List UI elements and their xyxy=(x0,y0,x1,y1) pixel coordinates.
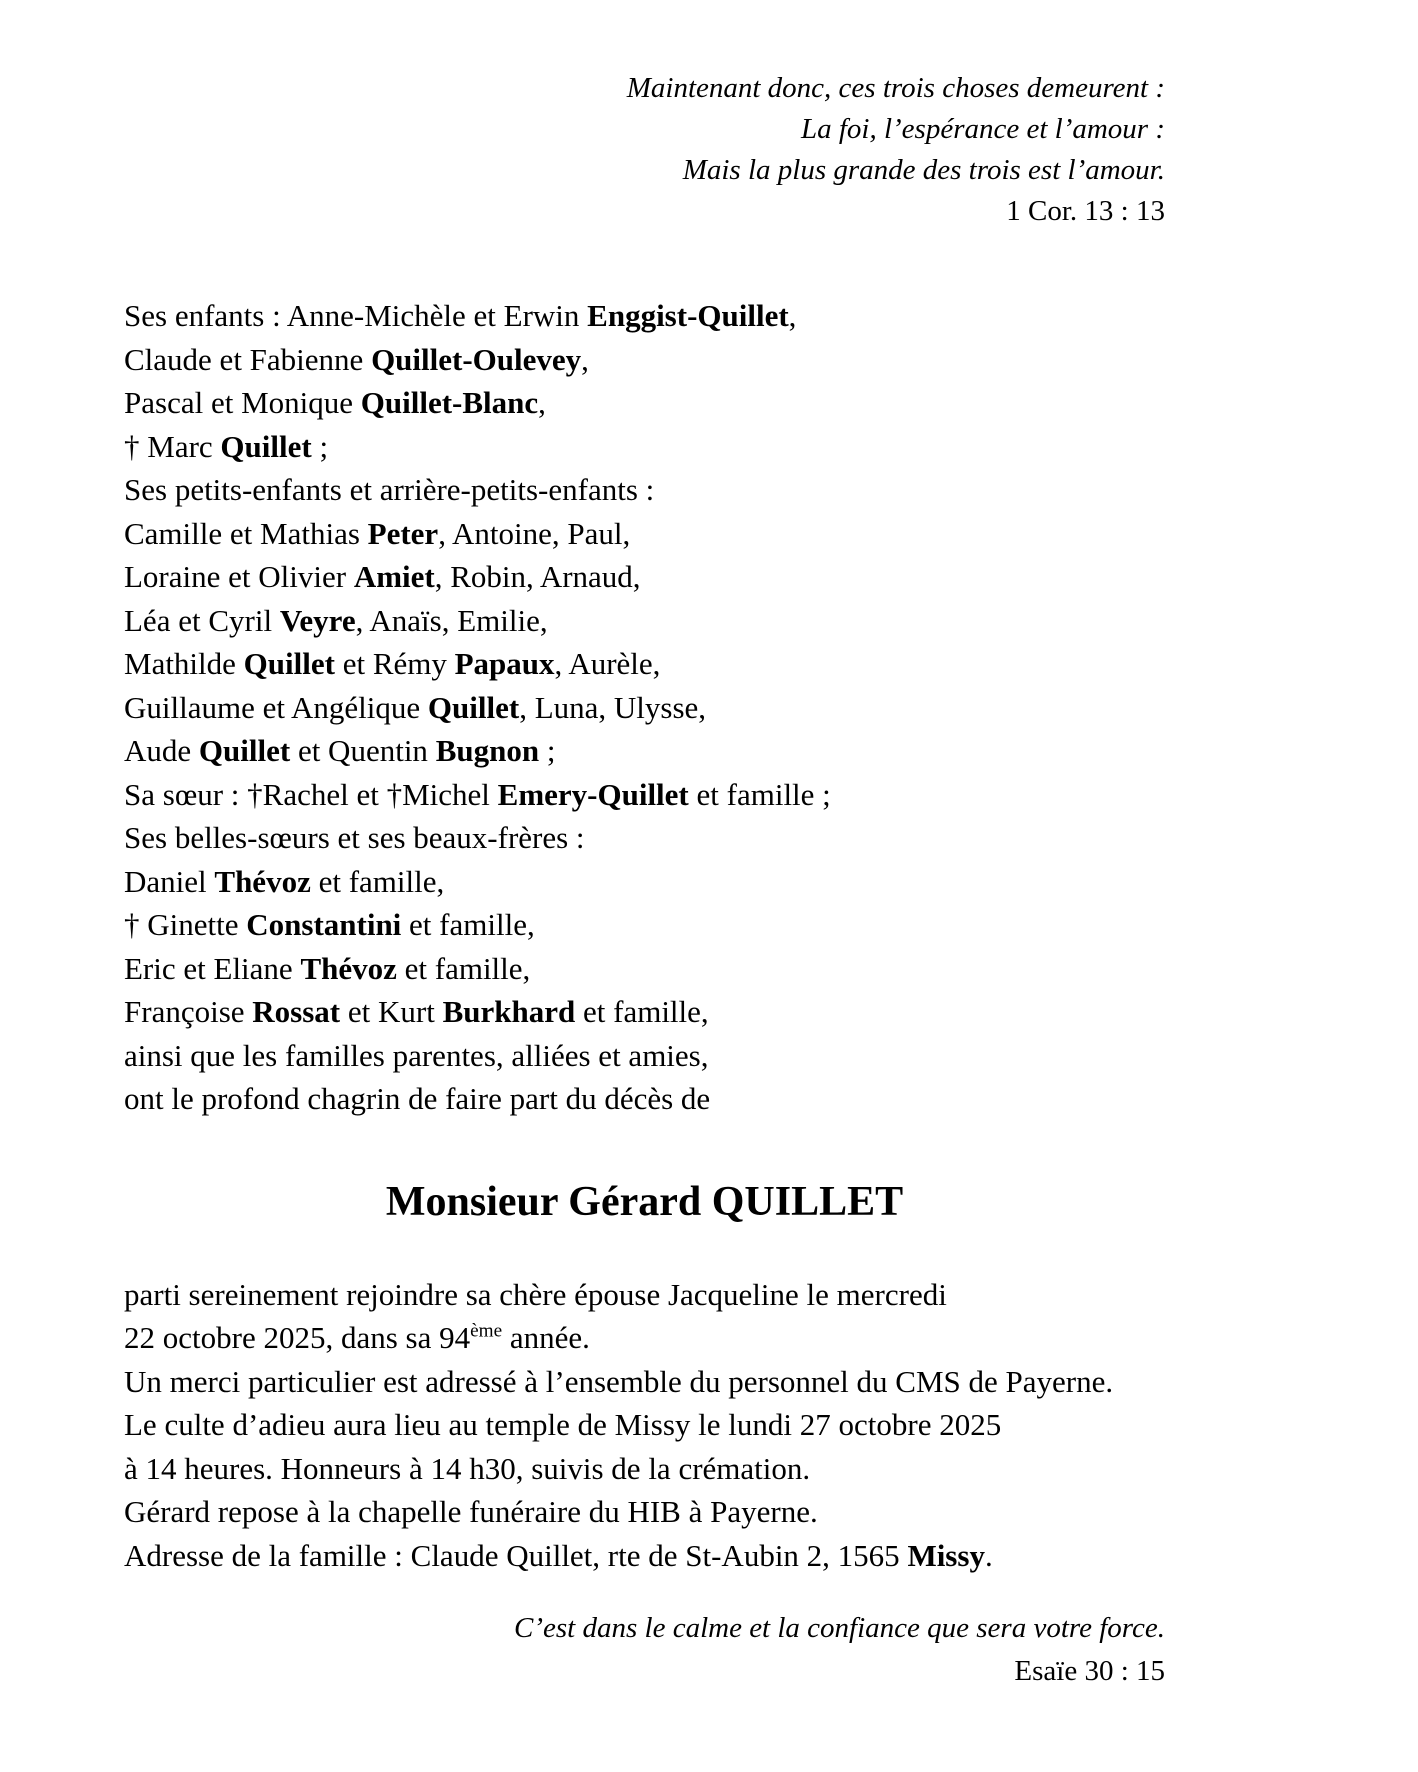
scripture-quote-bottom xyxy=(124,1607,1165,1693)
detail-line: Gérard repose à la chapelle funéraire du HIB à Payerne. xyxy=(124,1494,818,1529)
family-line: Eric et Eliane Thévoz et famille, xyxy=(124,950,531,986)
detail-line: parti sereinement rejoindre sa chère épouse Jacqueline le mercredi xyxy=(124,1276,947,1312)
detail-line: à 14 heures. Honneurs à 14 h30, suivis de la crémation. xyxy=(124,1450,811,1486)
family-line: † Marc Quillet ; xyxy=(124,428,329,464)
family-line: Guillaume et Angélique Quillet, Luna, Ulysse, xyxy=(124,689,707,725)
family-line: Ses belles-sœurs et ses beaux-frères : xyxy=(124,820,585,855)
funeral-details xyxy=(124,1273,1165,1578)
family-line: ont le profond chagrin de faire part du décès de xyxy=(124,1081,711,1116)
family-line: Pascal et Monique Quillet-Blanc, xyxy=(124,385,546,420)
quote-line-2: La foi, l’espérance et l’amour : xyxy=(800,113,1165,145)
detail-line: 22 octobre 2025, dans sa 94ème année. xyxy=(124,1320,590,1355)
scripture-reference-top: 1 Cor. 13 : 13 xyxy=(1006,195,1165,227)
family-line: Claude et Fabienne Quillet-Oulevey, xyxy=(124,341,589,377)
scripture-quote-top xyxy=(124,68,1165,232)
family-line: Loraine et Olivier Amiet, Robin, Arnaud, xyxy=(124,559,641,594)
quote-line-1: Maintenant donc, ces trois choses demeurent : xyxy=(626,72,1165,104)
family-line: Mathilde Quillet et Rémy Papaux, Aurèle, xyxy=(124,646,661,681)
detail-line: Un merci particulier est adressé à l’ensemble du personnel du CMS de Payerne. xyxy=(124,1363,1114,1399)
family-line: Françoise Rossat et Kurt Burkhard et famille, xyxy=(124,994,709,1029)
family-line: ainsi que les familles parentes, alliées et amies, xyxy=(124,1037,709,1073)
family-line: Camille et Mathias Peter, Antoine, Paul, xyxy=(124,515,631,551)
detail-line: Le culte d’adieu aura lieu au temple de Missy le lundi 27 octobre 2025 xyxy=(124,1407,1002,1442)
quote-line-3: Mais la plus grande des trois est l’amour. xyxy=(682,154,1165,186)
family-announcement-list xyxy=(124,294,1165,1121)
family-line: Daniel Thévoz et famille, xyxy=(124,863,445,899)
family-line: † Ginette Constantini et famille, xyxy=(124,907,535,942)
detail-line: Adresse de la famille : Claude Quillet, rte de St-Aubin 2, 1565 Missy. xyxy=(124,1537,993,1573)
family-line: Sa sœur : †Rachel et †Michel Emery-Quillet et famille ; xyxy=(124,776,831,812)
deceased-name-title: Monsieur Gérard QUILLET xyxy=(385,1178,904,1225)
family-line: Léa et Cyril Veyre, Anaïs, Emilie, xyxy=(124,602,548,638)
scripture-reference-bottom: Esaïe 30 : 15 xyxy=(1014,1655,1165,1687)
family-line: Aude Quillet et Quentin Bugnon ; xyxy=(124,733,556,768)
family-line: Ses petits-enfants et arrière-petits-enfants : xyxy=(124,472,655,507)
family-line: Ses enfants : Anne-Michèle et Erwin Enggist-Quillet, xyxy=(124,298,797,333)
quote-line-bottom: C’est dans le calme et la confiance que sera votre force. xyxy=(514,1612,1165,1644)
